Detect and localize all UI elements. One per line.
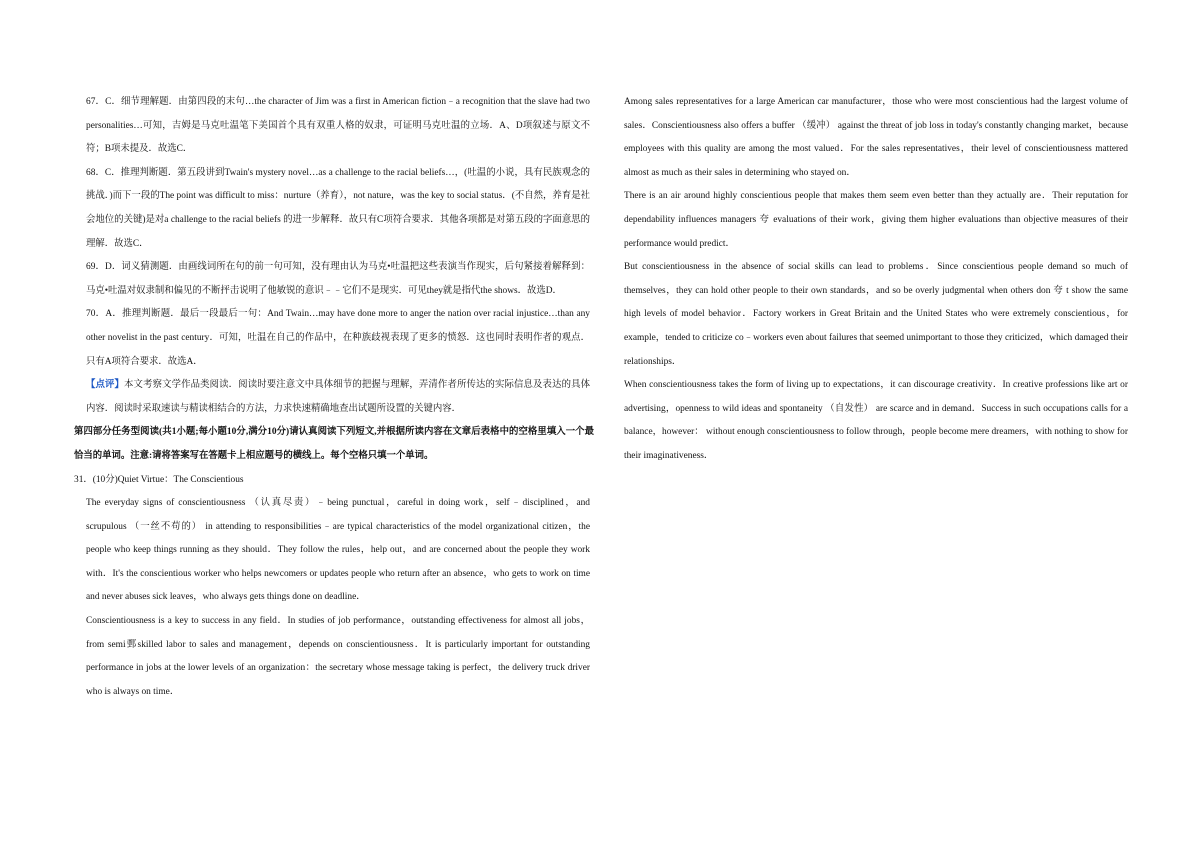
answer-68: 68．C．推理判断题．第五段讲到Twain's mystery novel…as a challenge to the racial beliefs…，(吐温的小说，具有民族观念的挑战．)而下一段的The point was difficult to miss：nurture（养育），not nature，was the key to social status．(不自然，养育是社会地位的关键)是对a challenge to the racial beliefs 的进一步解释．故只有C项符合要求．其他各项都是对第五段的字面意思的理解．故选C． [86,167,590,249]
section-four-heading: 第四部分任务型阅读(共1小题;每小题10分,满分10分)请认真阅读下列短文,并根据所读内容在文章后表格中的空格里填入一个最恰当的单词。注意:请将答案写在答题卡上相应题号的横线上。每个空格只填一个单词。 [74,427,594,461]
passage-paragraph-3: Among sales representatives for a large American car manufacturer，those who were most conscientious had the largest volume of sales．Conscientiousness also offers a buffer （缓冲） against the threat of job loss in today's constantly changing market，because employees with this quality are among the most valued．For the sales representatives，their level of conscientiousness mattered almost as much as their sales in determining who stayed on． [624,97,1128,178]
left-column [74,91,594,704]
comment-text: 本文考察文学作品类阅读．阅读时要注意文中具体细节的把握与理解，弄清作者所传达的实际信息及表达的具体内容．阅读时采取速读与精读相结合的方法，力求快速精确地查出试题所设置的关键内容． [86,380,590,414]
question-31-title: 31．(10分)Quiet Virtue：The Conscientious [74,474,244,485]
answer-70: 70．A．推理判断题．最后一段最后一句：And Twain…may have done more to anger the nation over racial injustice…than any other novelist in the past century．可知，吐温在自己的作品中，在种族歧视表现了更多的愤怒．这也同时表明作者的观点．只有A项符合要求．故选A． [86,309,590,367]
passage-paragraph-4: There is an air around highly conscientious people that makes them seem even better than they actually are．Their reputation for dependability influences managers 夸 evaluations of their work，giving them higher evaluations than objective measures of their performance would predict． [624,191,1128,249]
answer-67: 67．C．细节理解题．由第四段的末句…the character of Jim was a first in American fiction﹣a recognition that the slave had two personalities…可知，吉姆是马克吐温笔下美国首个具有双重人格的奴隶，可证明马克吐温的立场．A、D项叙述与原文不符；B项未提及．故选C． [86,97,590,155]
passage-paragraph-5: But conscientiousness in the absence of social skills can lead to problems．Since conscientious people demand so much of themselves，they can hold other people to their own standards，and so be overly judgmental when others don 夸 t show the same high levels of model behavior．Factory workers in Great Britain and the United States who were extremely conscientious，for example，tended to criticize co﹣workers even about failures that seemed unimportant to those they criticized，which damaged their relationships． [624,262,1128,367]
comment-paragraph [86,374,590,421]
passage-paragraph-6: When conscientiousness takes the form of living up to expectations，it can discourage creativity．In creative professions like art or advertising，openness to wild ideas and spontaneity （自发性） are scarce and in demand．Success in such occupations calls for a balance，however： without enough conscientiousness to follow through，people become mere dreamers，with nothing to show for their imaginativeness． [624,380,1128,461]
right-column [624,91,1128,469]
passage-paragraph-1: The everyday signs of conscientiousness （认真尽责）﹣being punctual，careful in doing work，self﹣disciplined，and scrupulous （一丝不苟的） in attending to responsibilities﹣are typical characteristics of the model organizational citizen，the people who keep things running as they should．They follow the rules，help out，and are concerned about the people they work with．It's the conscientious worker who helps newcomers or updates people who return after an absence，who gets to work on time and never abuses sick leaves，who always gets things done on deadline． [86,498,590,603]
passage-paragraph-2: Conscientiousness is a key to success in any field．In studies of job performance，outstanding effectiveness for almost all jobs，from semi鄄skilled labor to sales and management，depends on conscientiousness．It is particularly important for outstanding performance in jobs at the lower levels of an organization：the secretary whose message taking is perfect，the delivery truck driver who is always on time． [86,616,590,697]
answer-69: 69．D．词义猜测题．由画线词所在句的前一句可知，没有理由认为马克•吐温把这些表演当作现实，后句紧接着解释到：马克•吐温对奴隶制和偏见的不断抨击说明了他敏锐的意识﹣﹣它们不是现实．可见they就是指代the shows．故选D． [86,262,590,296]
comment-tag: 【点评】 [86,380,125,391]
